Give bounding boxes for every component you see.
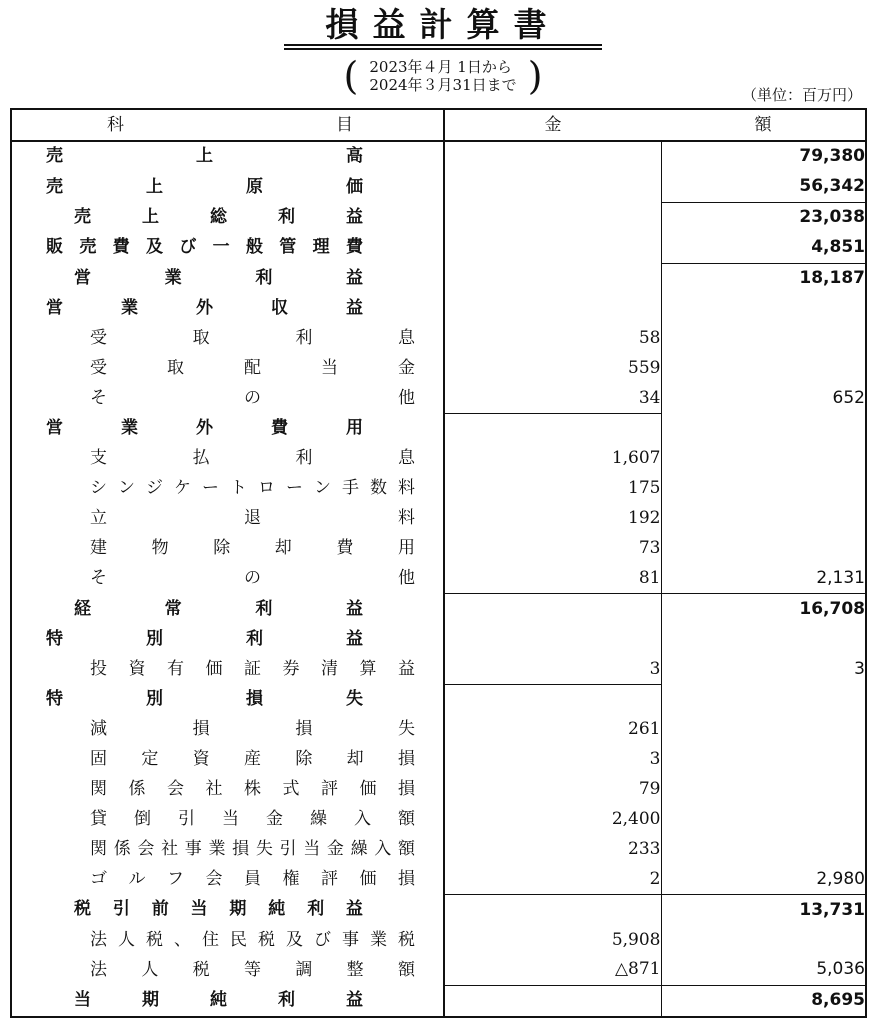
row-total: 2,131: [816, 567, 865, 588]
row-total: 4,851: [811, 237, 865, 258]
table-row: [11, 563, 866, 593]
row-label-cell: [11, 925, 444, 955]
row-label: そ の 他: [90, 387, 415, 408]
statement-body: [11, 141, 866, 1017]
row-amount: 559: [444, 353, 661, 383]
row-amount: 192: [444, 504, 661, 534]
row-label-cell: [11, 834, 444, 864]
row-amount: 79: [444, 775, 661, 805]
row-total: 56,342: [799, 176, 865, 197]
row-total: [661, 834, 866, 864]
table-header-row: [11, 109, 866, 141]
row-total: 23,038: [661, 202, 866, 232]
row-label: 営 業 利 益: [74, 267, 363, 288]
row-label: 立 退 料: [90, 508, 415, 529]
table-row: [11, 925, 866, 955]
period-lines: [363, 58, 522, 94]
row-amount: [444, 985, 661, 1016]
row-label-cell: [11, 263, 444, 293]
row-amount: 175: [444, 474, 661, 504]
row-label: そ の 他: [90, 568, 415, 589]
row-amount: 3: [444, 745, 661, 775]
row-label: 営 業 外 収 益: [46, 297, 363, 318]
table-row: [11, 172, 866, 202]
row-label-cell: [11, 534, 444, 564]
row-label-cell: [11, 715, 444, 745]
row-amount: 2: [444, 864, 661, 894]
row-label-cell: [11, 895, 444, 925]
period-from: 2023年４月 1日から: [369, 58, 512, 76]
row-amount: 1,607: [444, 444, 661, 474]
table-row: [11, 323, 866, 353]
row-amount: [444, 685, 661, 715]
row-label-cell: [11, 775, 444, 805]
table-row: [11, 745, 866, 775]
row-label: 支 払 利 息: [90, 448, 415, 469]
row-total: 18,187: [661, 263, 866, 293]
row-label: 当 期 純 利 益: [74, 990, 363, 1011]
table-row: [11, 474, 866, 504]
row-amount: [444, 172, 661, 202]
header-amount: 金: [444, 109, 661, 141]
row-label: 受 取 配 当 金: [90, 357, 415, 378]
row-label: 関 係 会 社 株 式 評 価 損: [90, 779, 415, 800]
table-row: [11, 624, 866, 654]
row-amount: 5,908: [444, 925, 661, 955]
table-row: [11, 504, 866, 534]
header-total: 額: [661, 109, 866, 141]
row-label: 受 取 利 息: [90, 327, 415, 348]
row-total: [661, 805, 866, 835]
row-label: 固 定 資 産 除 却 損: [90, 749, 415, 770]
table-row: [11, 534, 866, 564]
row-total: [661, 444, 866, 474]
table-row: [11, 685, 866, 715]
unit-label: （単位：百万円）: [741, 86, 862, 104]
row-amount: 73: [444, 534, 661, 564]
row-label: 法 人 税 、 住 民 税 及 び 事 業 税: [90, 929, 415, 950]
table-row: [11, 654, 866, 684]
header-account: [11, 109, 444, 141]
row-total: [661, 685, 866, 715]
row-total: 79,380: [799, 146, 865, 167]
row-label: 投 資 有 価 証 券 清 算 益: [90, 658, 415, 679]
table-row: [11, 715, 866, 745]
row-label-cell: [11, 805, 444, 835]
row-label: 貸 倒 引 当 金 繰 入 額: [90, 809, 415, 830]
row-label: 経 常 利 益: [74, 598, 363, 619]
row-label: 建 物 除 却 費 用: [90, 538, 415, 559]
row-label-cell: [11, 323, 444, 353]
row-label: 特 別 損 失: [46, 689, 363, 710]
row-label: 営 業 外 費 用: [46, 418, 363, 439]
table-row: [11, 202, 866, 232]
row-label-cell: [11, 172, 444, 202]
period-to: 2024年３月31日まで: [369, 76, 517, 94]
row-label-cell: [11, 985, 444, 1016]
row-amount: [444, 293, 661, 323]
row-label: 特 別 利 益: [46, 628, 363, 649]
row-total: [661, 474, 866, 504]
table-row: [11, 834, 866, 864]
row-label: 売 上 総 利 益: [74, 206, 363, 227]
row-total: [661, 504, 866, 534]
row-amount: 261: [444, 715, 661, 745]
row-label-cell: [11, 864, 444, 894]
row-label: 税 引 前 当 期 純 利 益: [74, 899, 363, 920]
row-label-cell: [11, 504, 444, 534]
row-total: 3: [854, 658, 865, 679]
table-row: [11, 263, 866, 293]
row-label: 関 係 会 社 事 業 損 失 引 当 金 繰 入 額: [90, 838, 415, 859]
row-label-cell: [11, 383, 444, 413]
row-amount: 2,400: [444, 805, 661, 835]
table-row: [11, 955, 866, 985]
row-label-cell: [11, 955, 444, 985]
row-label: 法 人 税 等 調 整 額: [90, 959, 415, 980]
document-title: 損益計算書: [325, 5, 561, 44]
row-label: シ ン ジ ケ ー ト ロ ー ン 手 数 料: [90, 478, 415, 499]
row-total: [661, 353, 866, 383]
row-label-cell: [11, 202, 444, 232]
row-amount: 81: [444, 563, 661, 593]
row-total: 8,695: [661, 985, 866, 1016]
row-label: ゴ ル フ 会 員 権 評 価 損: [90, 869, 415, 890]
row-total: [661, 414, 866, 444]
row-label-cell: [11, 444, 444, 474]
table-row: [11, 864, 866, 894]
table-row: [11, 353, 866, 383]
row-label-cell: [11, 745, 444, 775]
table-row: [11, 141, 866, 172]
row-label-cell: [11, 293, 444, 323]
table-row: [11, 233, 866, 263]
row-label-cell: [11, 685, 444, 715]
row-total: [661, 534, 866, 564]
row-total: [661, 925, 866, 955]
row-total: 652: [832, 387, 865, 408]
row-label-cell: [11, 594, 444, 624]
row-amount: [444, 594, 661, 624]
row-amount: [444, 624, 661, 654]
table-row: [11, 805, 866, 835]
row-amount: 3: [444, 654, 661, 684]
header-account-char: 科: [107, 114, 124, 135]
period-open-paren: (: [343, 54, 359, 98]
row-amount: [444, 202, 661, 232]
table-row: [11, 775, 866, 805]
row-total: [661, 715, 866, 745]
row-amount: [444, 414, 661, 444]
row-label-cell: [11, 654, 444, 684]
row-amount: △871: [444, 955, 661, 985]
title-underline-top: [284, 44, 602, 46]
row-label: 販 売 費 及 び 一 般 管 理 費: [46, 237, 363, 258]
row-label-cell: [11, 353, 444, 383]
title-underline-bottom: [284, 48, 602, 50]
row-total: [661, 624, 866, 654]
row-label-cell: [11, 624, 444, 654]
row-label-cell: [11, 474, 444, 504]
row-total: [661, 745, 866, 775]
table-row: [11, 594, 866, 624]
row-amount: [444, 141, 661, 172]
row-label: 減 損 損 失: [90, 719, 415, 740]
row-amount: 58: [444, 323, 661, 353]
row-label: 売 上 原 価: [46, 176, 363, 197]
table-row: [11, 895, 866, 925]
row-total: 5,036: [816, 959, 865, 980]
row-label-cell: [11, 141, 444, 172]
row-total: 13,731: [661, 895, 866, 925]
row-amount: [444, 233, 661, 263]
table-row: [11, 414, 866, 444]
table-row: [11, 985, 866, 1016]
period-close-paren: ): [527, 54, 543, 98]
row-total: [661, 323, 866, 353]
header-account-char: 目: [336, 114, 353, 135]
row-label-cell: [11, 414, 444, 444]
row-total: [661, 775, 866, 805]
row-total: 16,708: [661, 594, 866, 624]
row-label-cell: [11, 233, 444, 263]
row-label-cell: [11, 563, 444, 593]
row-amount: 233: [444, 834, 661, 864]
table-row: [11, 383, 866, 413]
row-label: 売 上 高: [46, 146, 363, 167]
row-total: [661, 293, 866, 323]
table-row: [11, 444, 866, 474]
row-amount: [444, 895, 661, 925]
row-amount: [444, 263, 661, 293]
row-total: 2,980: [816, 868, 865, 889]
row-amount: 34: [444, 383, 661, 413]
income-statement-table: [10, 108, 867, 1018]
table-row: [11, 293, 866, 323]
